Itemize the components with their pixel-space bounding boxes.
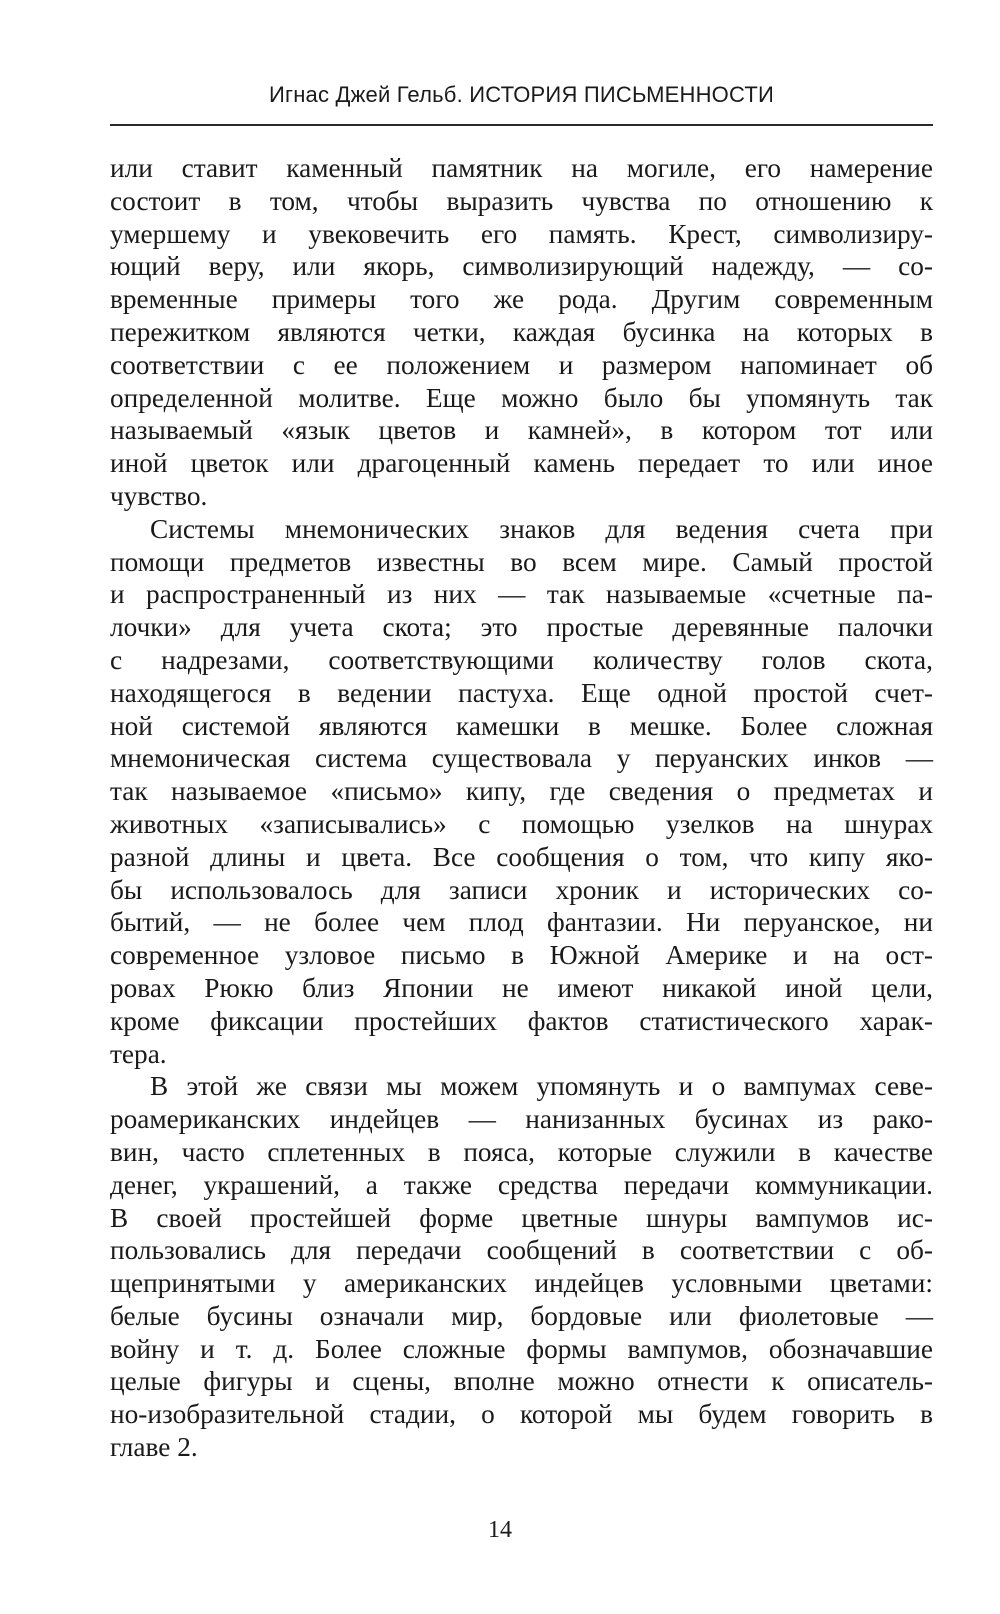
text-line: денег, украшений, а также средства передачи коммуникации. bbox=[110, 1169, 933, 1200]
text-line: тера. bbox=[110, 1038, 167, 1069]
text-line: кроме фиксации простейших фактов статистического харак- bbox=[110, 1005, 933, 1036]
text-line: умершему и увековечить его память. Крест, символизиру- bbox=[110, 218, 933, 249]
text-line: В этой же связи мы можем упомянуть и о вампумах севе- bbox=[150, 1071, 933, 1102]
running-head: Игнас Джей Гельб. ИСТОРИЯ ПИСЬМЕННОСТИ bbox=[268, 82, 775, 107]
paragraph bbox=[110, 152, 933, 513]
text-line: временные примеры того же рода. Другим современным bbox=[110, 284, 933, 315]
paragraph bbox=[110, 1070, 933, 1464]
text-line: современное узловое письмо в Южной Америке и на ост- bbox=[110, 940, 933, 971]
text-line: бы использовалось для записи хроник и исторических со- bbox=[110, 874, 933, 905]
text-line: с надрезами, соответствующими количеству голов скота, bbox=[110, 644, 933, 675]
page-number: 14 bbox=[488, 1517, 512, 1543]
text-line: бытий, — не более чем плод фантазии. Ни перуанское, ни bbox=[110, 907, 933, 938]
header-rule bbox=[110, 124, 933, 126]
text-line: лочки» для учета скота; это простые деревянные палочки bbox=[110, 612, 933, 643]
text-line: называемый «язык цветов и камней», в котором тот или bbox=[110, 415, 933, 446]
text-line: В своей простейшей форме цветные шнуры вампумов ис- bbox=[110, 1202, 933, 1233]
text-line: войну и т. д. Более сложные формы вампумов, обозначавшие bbox=[110, 1333, 933, 1364]
text-line: ровах Рюкю близ Японии не имеют никакой иной цели, bbox=[110, 972, 933, 1003]
text-line: пережитком являются четки, каждая бусинка на которых в bbox=[110, 316, 933, 347]
text-line: белые бусины означали мир, бордовые или фиолетовые — bbox=[110, 1300, 933, 1331]
text-line: главе 2. bbox=[110, 1432, 198, 1463]
text-line: и распространенный из них — так называемые «счетные па- bbox=[110, 579, 933, 610]
text-line: находящегося в ведении пастуха. Еще одной простой счет- bbox=[110, 677, 933, 708]
text-line: разной длины и цвета. Все сообщения о том, что кипу яко- bbox=[110, 841, 933, 872]
text-line: Системы мнемонических знаков для ведения счета при bbox=[150, 513, 933, 544]
text-line: ющий веру, или якорь, символизирующий надежду, — со- bbox=[110, 251, 933, 282]
text-line: животных «записывались» с помощью узелков на шнурах bbox=[110, 808, 933, 839]
text-line: чувство. bbox=[110, 480, 208, 511]
text-line: состоит в том, чтобы выразить чувства по отношению к bbox=[110, 185, 933, 216]
text-line: соответствии с ее положением и размером напоминает об bbox=[110, 349, 933, 380]
text-line: пользовались для передачи сообщений в соответствии с об- bbox=[110, 1235, 933, 1266]
body-text bbox=[110, 152, 933, 1464]
text-line: иной цветок или драгоценный камень передает то или иное bbox=[110, 448, 933, 479]
text-line: так называемое «письмо» кипу, где сведения о предметах и bbox=[110, 776, 933, 807]
text-line: ной системой являются камешки в мешке. Более сложная bbox=[110, 710, 933, 741]
text-line: целые фигуры и сцены, вполне можно отнести к описатель- bbox=[110, 1366, 933, 1397]
text-line: мнемоническая система существовала у перуанских инков — bbox=[110, 743, 933, 774]
text-line: но-изобразительной стадии, о которой мы будем говорить в bbox=[110, 1399, 933, 1430]
text-line: или ставит каменный памятник на могиле, его намерение bbox=[110, 153, 933, 183]
text-line: вин, часто сплетенных в пояса, которые служили в качестве bbox=[110, 1136, 933, 1167]
text-line: роамериканских индейцев — нанизанных бусинах из рако- bbox=[110, 1104, 933, 1135]
text-line: щепринятыми у американских индейцев условными цветами: bbox=[110, 1268, 933, 1299]
text-line: определенной молитве. Еще можно было бы упомянуть так bbox=[110, 382, 933, 413]
text-line: помощи предметов известны во всем мире. Самый простой bbox=[110, 546, 933, 577]
paragraph bbox=[110, 513, 933, 1071]
